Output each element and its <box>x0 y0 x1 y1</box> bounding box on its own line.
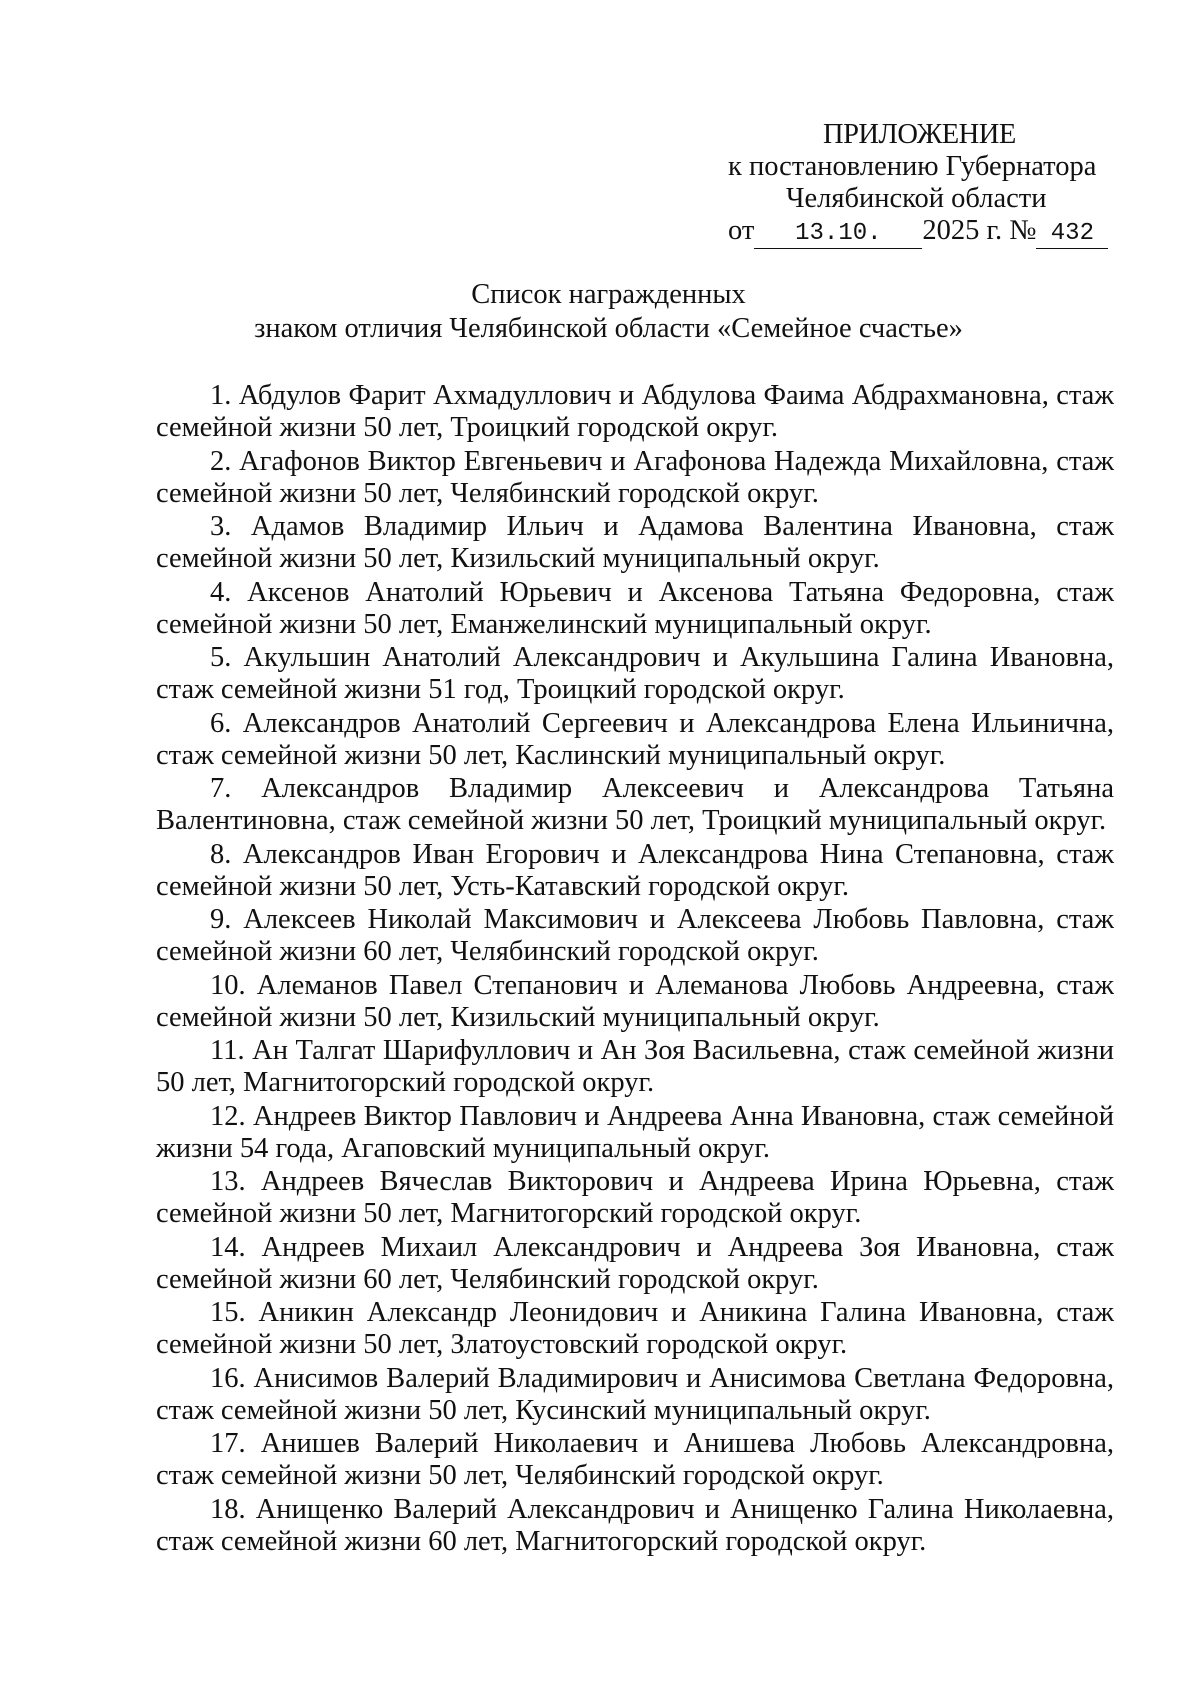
appendix-block <box>728 119 1128 249</box>
appendix-title: ПРИЛОЖЕНИЕ <box>823 119 1016 150</box>
appendix-date-line <box>728 215 1128 249</box>
list-item: 3. Адамов Владимир Ильич и Адамова Валентина Ивановна, стаж семейной жизни 50 лет, Кизильский муниципальный округ. <box>156 511 1114 574</box>
heading-line-2: знаком отличия Челябинской области «Семейное счастье» <box>254 313 963 344</box>
list-item: 6. Александров Анатолий Сергеевич и Александрова Елена Ильинична, стаж семейной жизни 50 лет, Каслинский муниципальный округ. <box>156 707 1114 771</box>
awardees-list <box>156 380 1114 1559</box>
list-item: 13. Андреев Вячеслав Викторович и Андреева Ирина Юрьевна, стаж семейной жизни 50 лет, Магнитогорский городской округ. <box>156 1166 1114 1229</box>
list-item: 7. Александров Владимир Алексеевич и Александрова Татьяна Валентиновна, стаж семейной жизни 50 лет, Троицкий муниципальный округ. <box>156 773 1114 836</box>
list-item: 4. Аксенов Анатолий Юрьевич и Аксенова Татьяна Федоровна, стаж семейной жизни 50 лет, Еманжелинский муниципальный округ. <box>156 576 1114 640</box>
list-item: 15. Аникин Александр Леонидович и Аникина Галина Ивановна, стаж семейной жизни 50 лет, Златоустовский городской округ. <box>156 1297 1114 1360</box>
list-item: 9. Алексеев Николай Максимович и Алексеева Любовь Павловна, стаж семейной жизни 60 лет, Челябинский городской округ. <box>156 904 1114 967</box>
list-item: 8. Александров Иван Егорович и Александрова Нина Степановна, стаж семейной жизни 50 лет, Усть-Катавский городской округ. <box>156 838 1114 902</box>
list-item: 1. Абдулов Фарит Ахмадуллович и Абдулова Фаима Абдрахмановна, стаж семейной жизни 50 лет, Троицкий городской округ. <box>156 380 1114 443</box>
list-item: 12. Андреев Виктор Павлович и Андреева Анна Ивановна, стаж семейной жизни 54 года, Агаповский муниципальный округ. <box>156 1100 1114 1164</box>
decree-year: 2025 г. № <box>922 215 1037 246</box>
list-item: 16. Анисимов Валерий Владимирович и Анисимова Светлана Федоровна, стаж семейной жизни 50 лет, Кусинский муниципальный округ. <box>156 1362 1114 1426</box>
list-item: 5. Акульшин Анатолий Александрович и Акульшина Галина Ивановна, стаж семейной жизни 51 год, Троицкий городской округ. <box>156 642 1114 705</box>
from-label: от <box>728 215 755 246</box>
list-item: 10. Алеманов Павел Степанович и Алеманова Любовь Андреевна, стаж семейной жизни 50 лет, Кизильский муниципальный округ. <box>156 969 1114 1033</box>
appendix-line-region: Челябинской области <box>786 183 1047 214</box>
document-heading <box>0 278 1200 346</box>
heading-line-1: Список награжденных <box>471 279 746 310</box>
list-item: 11. Ан Талгат Шарифуллович и Ан Зоя Васильевна, стаж семейной жизни 50 лет, Магнитогорский городской округ. <box>156 1035 1114 1098</box>
list-item: 2. Агафонов Виктор Евгеньевич и Агафонова Надежда Михайловна, стаж семейной жизни 50 лет, Челябинский городской округ. <box>156 445 1114 509</box>
decree-date: 13.10. <box>754 220 922 249</box>
list-item: 14. Андреев Михаил Александрович и Андреева Зоя Ивановна, стаж семейной жизни 60 лет, Челябинский городской округ. <box>156 1231 1114 1295</box>
appendix-line-decree: к постановлению Губернатора <box>728 151 1097 182</box>
list-item: 17. Анишев Валерий Николаевич и Анишева Любовь Александровна, стаж семейной жизни 50 лет, Челябинский городской округ. <box>156 1428 1114 1491</box>
list-item: 18. Анищенко Валерий Александрович и Анищенко Галина Николаевна, стаж семейной жизни 60 лет, Магнитогорский городской округ. <box>156 1493 1114 1557</box>
decree-number: 432 <box>1036 220 1108 249</box>
